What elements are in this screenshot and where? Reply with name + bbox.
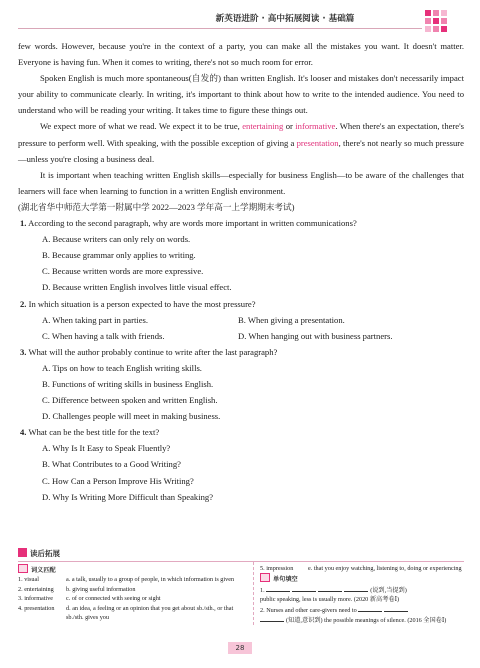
answer-blank[interactable]	[266, 585, 290, 592]
option[interactable]: B. When giving a presentation.	[238, 314, 345, 325]
keyword-entertaining: entertaining	[242, 121, 284, 132]
keyword-informative: informative	[295, 121, 336, 132]
keyword-presentation: presentation	[296, 137, 339, 148]
question-number: 4.	[20, 427, 27, 438]
option[interactable]: A. Why Is It Easy to Speak Fluently?	[42, 443, 171, 454]
header-title: 新英语进阶 · 高中拓展阅读 · 基础篇	[215, 14, 355, 24]
vocab-word: 5. impression	[260, 565, 294, 572]
p3-text-a: We expect more of what we read. We expect it to be true,	[40, 121, 243, 132]
option[interactable]: B. Functions of writing skills in business English.	[42, 378, 214, 389]
vocab-row	[18, 585, 248, 594]
main-content	[18, 38, 464, 505]
vocab-word: 3. informative	[18, 595, 54, 603]
option[interactable]: B. Because grammar only applies to writing.	[42, 250, 196, 261]
option[interactable]: C. How Can a Person Improve His Writing?	[42, 475, 194, 486]
fill-hint: (说到,当提到)	[370, 586, 407, 594]
passage-paragraph-4: It is important when teaching written English skills—especially for business English—to be aware of the challenges that learners will face when learning to function in a written English environment.	[18, 169, 464, 196]
vocab-row	[18, 604, 248, 623]
fill-heading	[260, 573, 471, 584]
fill-hint: (知道,意识到) the possible meanings of silence. (2016 全国卷Ⅰ)	[286, 617, 447, 625]
question-number: 1.	[20, 218, 27, 229]
p3-text-c: , there's not nearly so much pressure—unless you're closing a business deal.	[18, 137, 464, 164]
question-stem: What can be the best title for the text?	[28, 427, 160, 438]
pencil-box-icon	[18, 564, 28, 573]
vocab-definition: c. of or connected with seeing or sight	[66, 595, 161, 603]
vocab-match-heading	[18, 564, 248, 575]
p3-text-b: . When there's an expectation, there's pressure to perform well. With speaking, with the possible exception of giving a	[18, 121, 464, 148]
after-reading-section	[18, 548, 464, 630]
passage-paragraph-3	[18, 118, 464, 166]
option[interactable]: D. When hanging out with business partners.	[238, 330, 393, 341]
section-badge-icon	[18, 548, 27, 557]
vocab-match-column	[18, 562, 248, 622]
answer-blank[interactable]	[292, 585, 316, 592]
header-rule	[18, 28, 422, 29]
vocab-row	[18, 594, 248, 603]
answer-blank[interactable]	[318, 585, 342, 592]
vocab-definition: d. an idea, a feeling or an opinion that you get about sb./sth., or that sb./sth. gives you	[66, 604, 234, 622]
fill-item-2-cont	[260, 615, 471, 625]
after-reading-title	[18, 548, 60, 559]
page-number: 28	[228, 642, 252, 654]
option[interactable]: D. Because written English involves little visual effect.	[42, 282, 232, 293]
option[interactable]: C. Difference between spoken and written English.	[42, 395, 218, 406]
question-number: 2.	[20, 298, 27, 309]
option[interactable]: D. Challenges people will meet in making business.	[42, 411, 221, 422]
passage-paragraph-1: few words. However, because you're in the context of a party, you can make all the mistakes you want. It doesn't matter. Everyone is having fun. When it comes to writing, there's not so much room for error.	[18, 41, 464, 68]
vocab-row	[260, 564, 471, 573]
question-number: 3.	[20, 346, 27, 357]
answer-blank[interactable]	[358, 605, 382, 612]
page-header	[0, 0, 480, 38]
p3-text-or: or	[283, 121, 296, 132]
option[interactable]: A. Because writers can only rely on words.	[42, 234, 191, 245]
question-stem: What will the author probably continue to write after the last paragraph?	[28, 346, 278, 357]
fill-item-2	[260, 605, 471, 615]
vocab-definition: b. giving useful information	[66, 585, 136, 593]
fill-item-1: 1. (说到,当提到)	[260, 586, 407, 594]
vocab-definition: e. that you enjoy watching, listening to, doing or experiencing	[308, 565, 462, 572]
answer-blank[interactable]	[344, 585, 368, 592]
question-3	[18, 344, 464, 424]
fill-column	[253, 562, 471, 625]
header-decor-grid-icon	[425, 10, 465, 38]
answer-blank[interactable]	[260, 615, 284, 622]
question-2	[18, 296, 464, 344]
question-4	[18, 424, 464, 504]
pencil-box-icon	[260, 573, 270, 582]
vocab-definition: a. a talk, usually to a group of people, in which information is given	[66, 576, 235, 584]
vocab-word: 2. entertaining	[18, 585, 54, 593]
question-1	[18, 215, 464, 295]
fill-item-2-text: 2. Nurses and other care-givers need to	[260, 606, 357, 614]
option[interactable]: D. Why Is Writing More Difficult than Speaking?	[42, 491, 214, 502]
option[interactable]: C. Because written words are more expressive.	[42, 266, 204, 277]
after-reading-title-text: 读后拓展	[30, 549, 60, 558]
vocab-match-title: 词义匹配	[31, 567, 56, 574]
question-stem: According to the second paragraph, why are words more important in written communications?	[28, 218, 357, 229]
option[interactable]: C. When having a talk with friends.	[42, 330, 165, 341]
fill-title: 单句填空	[273, 576, 298, 584]
option[interactable]: A. Tips on how to teach English writing skills.	[42, 362, 202, 373]
fill-item-1-text: public speaking, less is usually more. (2020 新高考卷Ⅰ)	[260, 596, 400, 604]
vocab-word: 1. visual	[18, 576, 39, 584]
answer-blank[interactable]	[384, 605, 408, 612]
option[interactable]: A. When taking part in parties.	[42, 314, 149, 325]
passage-paragraph-2: Spoken English is much more spontaneous(自发的) than written English. It's looser and mistakes don't necessarily impact your ability to communicate clearly. In writing, it's important to think about how to write to the intended audience. You need to understand who will be reading your writing. It takes time to figure these things out.	[18, 73, 464, 116]
passage-source: (湖北省华中师范大学第一附属中学 2022—2023 学年高一上学期期末考试)	[18, 201, 295, 212]
option[interactable]: B. What Contributes to a Good Writing?	[42, 459, 181, 470]
vocab-word: 4. presentation	[18, 604, 55, 612]
question-stem: In which situation is a person expected to have the most pressure?	[28, 298, 256, 309]
vocab-row	[18, 575, 248, 584]
